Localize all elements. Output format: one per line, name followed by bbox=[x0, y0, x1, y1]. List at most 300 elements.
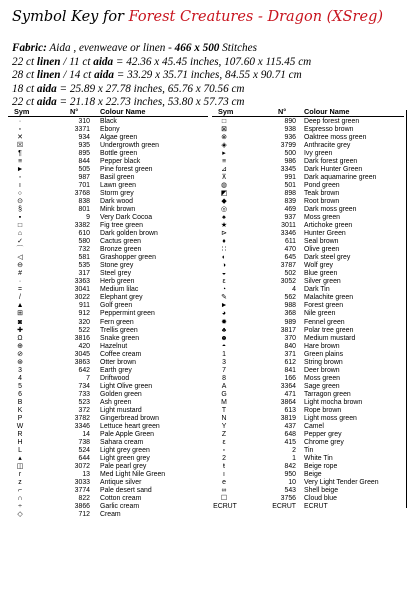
row-number: 4 bbox=[292, 286, 296, 294]
table-row bbox=[8, 134, 414, 142]
title-prefix: Symbol Key for bbox=[12, 9, 124, 25]
row-number: 535 bbox=[78, 262, 90, 270]
row-number: 642 bbox=[78, 366, 90, 374]
row-colour-name: Cloud blue bbox=[304, 494, 337, 502]
row-number: 738 bbox=[78, 438, 90, 446]
header-rule-left bbox=[8, 116, 208, 117]
row-symbol: ı bbox=[19, 182, 21, 190]
row-symbol: ◎ bbox=[220, 206, 227, 214]
row-number: 986 bbox=[284, 158, 296, 166]
row-symbol: ◐ bbox=[221, 254, 227, 262]
row-symbol: 6 bbox=[18, 390, 22, 398]
row-colour-name: Storm grey bbox=[100, 190, 134, 198]
row-number: 581 bbox=[78, 254, 90, 262]
row-symbol: = bbox=[17, 286, 23, 294]
table-row bbox=[8, 182, 414, 190]
col-header-sym: Sym bbox=[14, 107, 30, 116]
row-number: 898 bbox=[284, 190, 296, 198]
row-symbol: A bbox=[221, 382, 227, 390]
size-count: 18 ct bbox=[12, 82, 35, 95]
row-symbol: / bbox=[19, 294, 21, 302]
col-header-name: Colour Name bbox=[100, 107, 146, 116]
row-colour-name: ECRUT bbox=[304, 502, 328, 510]
size-fabric: linen bbox=[36, 69, 61, 82]
row-colour-name: Otter brown bbox=[100, 358, 136, 366]
row-colour-name: String brown bbox=[304, 358, 343, 366]
row-number: 938 bbox=[284, 126, 296, 134]
row-number: 950 bbox=[284, 470, 296, 478]
table-row bbox=[8, 294, 414, 302]
row-colour-name: Light Olive green bbox=[100, 382, 153, 390]
table-row bbox=[8, 198, 414, 206]
row-symbol: ◩ bbox=[220, 190, 228, 198]
row-colour-name: Light green grey bbox=[100, 454, 150, 462]
row-number: 3863 bbox=[74, 358, 90, 366]
row-symbol: ✚ bbox=[17, 326, 23, 334]
size-fabric: aida bbox=[36, 96, 57, 109]
row-colour-name: Steel grey bbox=[100, 270, 132, 278]
row-number: 3022 bbox=[74, 294, 90, 302]
row-number: 934 bbox=[78, 134, 90, 142]
row-number: 610 bbox=[78, 230, 90, 238]
row-colour-name: Green plains bbox=[304, 350, 344, 358]
row-number: 801 bbox=[78, 206, 90, 214]
row-number: 648 bbox=[284, 430, 296, 438]
row-colour-name: Snake green bbox=[100, 334, 140, 342]
row-colour-name: Teak brown bbox=[304, 190, 340, 198]
row-symbol: ◒ bbox=[221, 270, 227, 278]
row-colour-name: Golf green bbox=[100, 302, 133, 310]
row-colour-name: Dark Tin bbox=[304, 286, 330, 294]
row-number: 543 bbox=[284, 486, 296, 494]
row-colour-name: Hazelnut bbox=[100, 342, 128, 350]
table-row bbox=[8, 270, 414, 278]
row-number: 10 bbox=[288, 478, 296, 486]
row-colour-name: Chrome grey bbox=[304, 438, 344, 446]
row-symbol: ⌂ bbox=[17, 230, 23, 238]
row-colour-name: Dark moss green bbox=[304, 206, 357, 214]
table-row bbox=[8, 415, 414, 423]
row-number: 580 bbox=[78, 238, 90, 246]
row-colour-name: Hunter Green bbox=[304, 230, 346, 238]
row-symbol: ⊳ bbox=[221, 230, 227, 238]
row-colour-name: Tarragon green bbox=[304, 390, 351, 398]
row-number: 370 bbox=[284, 334, 296, 342]
row-symbol: ⊠ bbox=[221, 126, 227, 134]
row-colour-name: Medium lilac bbox=[100, 286, 139, 294]
size-line-0 bbox=[12, 56, 311, 70]
row-symbol: 3 bbox=[222, 358, 226, 366]
row-number: 523 bbox=[78, 398, 90, 406]
row-symbol: G bbox=[221, 390, 227, 398]
row-colour-name: Peppermint green bbox=[100, 310, 155, 318]
row-colour-name: Hare brown bbox=[304, 342, 340, 350]
table-row bbox=[8, 302, 414, 310]
row-symbol: ▫ bbox=[222, 446, 226, 454]
row-symbol: T bbox=[221, 406, 227, 414]
row-number: 3033 bbox=[74, 478, 90, 486]
row-colour-name: Pond green bbox=[304, 182, 340, 190]
row-colour-name: Lettuce heart green bbox=[100, 422, 160, 430]
row-symbol: ▫ bbox=[18, 126, 22, 134]
table-row bbox=[8, 359, 414, 367]
row-colour-name: Mink brown bbox=[100, 206, 136, 214]
row-colour-name: Moss green bbox=[304, 374, 341, 382]
row-colour-name: White Tin bbox=[304, 454, 333, 462]
row-colour-name: Tin bbox=[304, 446, 314, 454]
fabric-info bbox=[12, 42, 311, 110]
row-colour-name: Cream bbox=[100, 510, 121, 518]
row-number: 437 bbox=[284, 422, 296, 430]
row-number: 371 bbox=[284, 350, 296, 358]
row-colour-name: Malachite green bbox=[304, 294, 354, 302]
col-header-sym-right: Sym bbox=[218, 107, 234, 116]
row-number: 3819 bbox=[280, 414, 296, 422]
row-number: 368 bbox=[284, 310, 296, 318]
table-row bbox=[8, 142, 414, 150]
row-symbol: ☐ bbox=[220, 494, 228, 502]
table-row bbox=[8, 222, 414, 230]
size-count: 28 ct bbox=[12, 69, 35, 82]
row-symbol: W bbox=[16, 422, 24, 430]
row-symbol: ⌐ bbox=[17, 486, 23, 494]
row-symbol: ★ bbox=[220, 222, 228, 230]
row-symbol: ✹ bbox=[221, 318, 227, 326]
table-row bbox=[8, 246, 414, 254]
row-symbol: ∷ bbox=[221, 246, 227, 254]
table-row bbox=[8, 399, 414, 407]
row-number: 3364 bbox=[280, 382, 296, 390]
row-symbol: ♣ bbox=[221, 326, 227, 334]
row-colour-name: Grashopper green bbox=[100, 254, 156, 262]
row-colour-name: Golden green bbox=[100, 390, 142, 398]
table-row bbox=[8, 495, 414, 503]
row-colour-name: Fennel green bbox=[304, 318, 345, 326]
size-sep: / 11 ct bbox=[63, 55, 91, 68]
row-number: 841 bbox=[284, 366, 296, 374]
row-colour-name: Medium mustard bbox=[304, 334, 356, 342]
table-row bbox=[8, 455, 414, 463]
row-symbol: e bbox=[222, 478, 226, 486]
row-number: 844 bbox=[78, 158, 90, 166]
row-number: 3799 bbox=[280, 142, 296, 150]
table-row bbox=[8, 343, 414, 351]
table-row bbox=[8, 335, 414, 343]
row-symbol: ► bbox=[220, 302, 228, 310]
row-colour-name: Dark aquamarine green bbox=[304, 174, 377, 182]
row-number: 3072 bbox=[74, 462, 90, 470]
row-number: 3346 bbox=[280, 230, 296, 238]
row-number: 3363 bbox=[74, 278, 90, 286]
row-symbol: ▴ bbox=[18, 454, 22, 462]
row-colour-name: Oaktree moss green bbox=[304, 134, 367, 142]
row-symbol: 4 bbox=[18, 374, 22, 382]
row-colour-name: Blue green bbox=[304, 270, 338, 278]
row-symbol: H bbox=[17, 438, 23, 446]
row-colour-name: Antique silver bbox=[100, 478, 142, 486]
row-symbol: # bbox=[18, 270, 22, 278]
row-number: 3782 bbox=[74, 414, 90, 422]
row-symbol: Ω bbox=[17, 334, 23, 342]
row-symbol: § bbox=[18, 206, 22, 214]
table-row bbox=[8, 431, 414, 439]
table-row bbox=[8, 262, 414, 270]
row-number: 3382 bbox=[74, 222, 90, 230]
row-colour-name: Very Light Tender Green bbox=[304, 478, 379, 486]
row-colour-name: Dark golden brown bbox=[100, 230, 158, 238]
row-colour-name: Dark steel grey bbox=[304, 254, 351, 262]
row-number: 890 bbox=[284, 118, 296, 125]
row-number: 3774 bbox=[74, 486, 90, 494]
row-number: 840 bbox=[284, 342, 296, 350]
row-number: 842 bbox=[284, 462, 296, 470]
row-colour-name: Camel bbox=[304, 422, 324, 430]
table-row bbox=[8, 126, 414, 134]
fabric-text: Aida , evenweave or linen - bbox=[49, 42, 172, 54]
row-number: 317 bbox=[78, 270, 90, 278]
row-symbol: ◍ bbox=[220, 182, 227, 190]
row-symbol: N bbox=[221, 414, 227, 422]
row-colour-name: Espresso brown bbox=[304, 126, 354, 134]
row-symbol: ◕ bbox=[221, 310, 227, 318]
table-row bbox=[8, 158, 414, 166]
row-number: 562 bbox=[284, 294, 296, 302]
table-row bbox=[8, 327, 414, 335]
row-colour-name: Light mocha brown bbox=[304, 398, 363, 406]
row-number: 1 bbox=[292, 454, 296, 462]
row-colour-name: Dark Hunter Green bbox=[304, 166, 363, 174]
row-symbol: 7 bbox=[222, 366, 226, 374]
table-row bbox=[8, 511, 414, 519]
row-number: 469 bbox=[284, 206, 296, 214]
row-symbol: ε bbox=[222, 278, 226, 286]
size-sep: / 14 ct bbox=[63, 69, 92, 82]
row-number: 3756 bbox=[280, 494, 296, 502]
col-header-num: N° bbox=[70, 107, 79, 116]
row-symbol: R bbox=[17, 430, 23, 438]
row-symbol: ☻ bbox=[220, 334, 228, 342]
row-colour-name: Olive green bbox=[304, 246, 340, 254]
row-symbol: ≡ bbox=[17, 158, 23, 166]
row-number: 734 bbox=[78, 382, 90, 390]
row-number: 166 bbox=[284, 374, 296, 382]
row-number: 3041 bbox=[74, 286, 90, 294]
row-colour-name: Light mustard bbox=[100, 406, 142, 414]
table-row bbox=[8, 383, 414, 391]
row-symbol: L bbox=[18, 446, 22, 454]
row-number: 14 bbox=[82, 430, 90, 438]
row-symbol: ≡ bbox=[221, 158, 227, 166]
row-number: 320 bbox=[78, 318, 90, 326]
row-symbol: B bbox=[17, 398, 23, 406]
row-number: 500 bbox=[284, 150, 296, 158]
size-count: 22 ct bbox=[12, 55, 35, 68]
fabric-line bbox=[12, 42, 311, 56]
row-colour-name: Shell beige bbox=[304, 486, 339, 494]
row-symbol: ▪ bbox=[18, 214, 22, 222]
row-number: 372 bbox=[78, 406, 90, 414]
row-symbol: 2 bbox=[222, 454, 226, 462]
table-row bbox=[8, 487, 414, 495]
row-colour-name: Seal brown bbox=[304, 238, 339, 246]
row-symbol: ÷ bbox=[18, 502, 22, 510]
row-number: 712 bbox=[78, 510, 90, 518]
row-number: 3768 bbox=[74, 190, 90, 198]
row-symbol: ⊛ bbox=[17, 358, 23, 366]
row-colour-name: Bottle green bbox=[100, 150, 138, 158]
row-number: 3346 bbox=[74, 422, 90, 430]
table-row bbox=[8, 118, 414, 126]
row-number: 470 bbox=[284, 246, 296, 254]
row-symbol: ⌒ bbox=[16, 246, 24, 254]
row-symbol: 8 bbox=[222, 374, 226, 382]
row-number: 645 bbox=[284, 254, 296, 262]
row-colour-name: Beige rope bbox=[304, 462, 338, 470]
row-number: 895 bbox=[78, 150, 90, 158]
row-symbol: □ bbox=[221, 118, 227, 125]
row-colour-name: Fern green bbox=[100, 318, 134, 326]
table-row bbox=[8, 463, 414, 471]
row-symbol: ◆ bbox=[221, 198, 227, 206]
row-symbol: ◇ bbox=[17, 510, 23, 518]
row-number: 3345 bbox=[280, 166, 296, 174]
row-symbol: ☒ bbox=[16, 142, 24, 150]
row-number: 3787 bbox=[280, 262, 296, 270]
table-row bbox=[8, 286, 414, 294]
row-colour-name: Very Dark Cocoa bbox=[100, 214, 153, 222]
row-symbol: ✎ bbox=[221, 294, 227, 302]
table-row bbox=[8, 367, 414, 375]
row-colour-name: Anthracite grey bbox=[304, 142, 351, 150]
row-number: 613 bbox=[284, 406, 296, 414]
row-colour-name: Moss green bbox=[304, 214, 341, 222]
row-number: 612 bbox=[284, 358, 296, 366]
size-dims: = 33.29 x 35.71 inches, 84.55 x 90.71 cm bbox=[116, 69, 302, 82]
row-symbol: ▸ bbox=[222, 150, 226, 158]
size-line-1 bbox=[12, 69, 311, 83]
row-colour-name: Elephant grey bbox=[100, 294, 143, 302]
row-colour-name: Garlic cream bbox=[100, 502, 140, 510]
row-symbol: ✕ bbox=[17, 134, 23, 142]
row-number: 701 bbox=[78, 182, 90, 190]
row-number: 2 bbox=[292, 446, 296, 454]
table-row bbox=[8, 238, 414, 246]
size-dims: = 21.18 x 22.73 inches, 53.80 x 57.73 cm bbox=[59, 96, 245, 109]
row-symbol: ∞ bbox=[221, 486, 227, 494]
row-symbol: Z bbox=[221, 430, 227, 438]
table-row bbox=[8, 447, 414, 455]
row-number: 733 bbox=[78, 390, 90, 398]
page-title bbox=[12, 9, 383, 25]
row-number: 3011 bbox=[281, 222, 296, 230]
table-row bbox=[8, 230, 414, 238]
row-number: 644 bbox=[78, 454, 90, 462]
row-number: 611 bbox=[285, 238, 296, 246]
row-number: 3817 bbox=[280, 326, 296, 334]
table-row bbox=[8, 278, 414, 286]
row-symbol: 5 bbox=[18, 382, 22, 390]
row-symbol: ⊗ bbox=[221, 134, 227, 142]
size-fabric: linen bbox=[36, 55, 61, 68]
row-symbol: ◓ bbox=[221, 342, 227, 350]
row-symbol: ε bbox=[222, 438, 226, 446]
row-symbol: M bbox=[221, 398, 227, 406]
row-number: 991 bbox=[284, 174, 296, 182]
row-number: 989 bbox=[284, 318, 296, 326]
row-number: 936 bbox=[284, 134, 296, 142]
table-row bbox=[8, 423, 414, 431]
row-number: 911 bbox=[79, 302, 90, 310]
row-number: 3864 bbox=[280, 398, 296, 406]
row-symbol: 1 bbox=[222, 350, 226, 358]
row-symbol: ⊙ bbox=[17, 198, 23, 206]
row-symbol: ¶ bbox=[18, 150, 22, 158]
row-colour-name: Undergrowth green bbox=[100, 142, 159, 150]
row-colour-name: Lawn green bbox=[100, 182, 137, 190]
table-row bbox=[8, 351, 414, 359]
row-colour-name: Dark wood bbox=[100, 198, 133, 206]
table-row bbox=[8, 439, 414, 447]
row-colour-name: Dark forest green bbox=[304, 158, 358, 166]
size-fabric2: aida bbox=[94, 69, 114, 82]
row-symbol: · bbox=[18, 278, 22, 286]
title-highlight: Forest Creatures - Dragon (XSreg) bbox=[128, 9, 384, 25]
row-symbol: ı bbox=[223, 470, 225, 478]
row-colour-name: Sahara cream bbox=[100, 438, 144, 446]
row-colour-name: Light grey green bbox=[100, 446, 150, 454]
row-symbol: ⊘ bbox=[17, 350, 23, 358]
row-number: 912 bbox=[78, 310, 90, 318]
row-symbol: ⊖ bbox=[17, 262, 23, 270]
row-colour-name: Herb green bbox=[100, 278, 135, 286]
row-number: 3052 bbox=[280, 278, 296, 286]
row-colour-name: Black bbox=[100, 118, 117, 125]
size-dims: = 42.36 x 45.45 inches, 107.60 x 115.45 cm bbox=[115, 55, 312, 68]
row-symbol: ECRUT bbox=[213, 502, 237, 510]
table-row bbox=[8, 166, 414, 174]
row-number: 7 bbox=[86, 374, 90, 382]
row-colour-name: Polar tree green bbox=[304, 326, 354, 334]
row-colour-name: Pepper grey bbox=[304, 430, 342, 438]
row-symbol: ◙ bbox=[17, 318, 23, 326]
row-colour-name: Sage green bbox=[304, 382, 340, 390]
row-symbol: ⊿ bbox=[221, 166, 227, 174]
row-number: 987 bbox=[78, 174, 90, 182]
row-colour-name: Driftwood bbox=[100, 374, 130, 382]
row-number: 822 bbox=[78, 494, 90, 502]
row-symbol: ✓ bbox=[17, 238, 23, 246]
table-row bbox=[8, 254, 414, 262]
row-symbol: ◔ bbox=[221, 286, 227, 294]
row-symbol: · bbox=[18, 118, 22, 125]
row-symbol: ♦ bbox=[222, 238, 226, 246]
row-symbol: ◑ bbox=[221, 262, 227, 270]
fabric-suffix: Stitches bbox=[222, 42, 257, 54]
row-colour-name: Deer brown bbox=[304, 366, 340, 374]
size-line-3 bbox=[12, 96, 311, 110]
row-number: 420 bbox=[78, 342, 90, 350]
row-colour-name: Wolf grey bbox=[304, 262, 333, 270]
table-row bbox=[8, 375, 414, 383]
row-colour-name: Cactus green bbox=[100, 238, 141, 246]
row-number: 524 bbox=[78, 446, 90, 454]
row-symbol: □ bbox=[17, 222, 23, 230]
row-symbol: ▲ bbox=[16, 302, 24, 310]
row-number: 501 bbox=[284, 182, 296, 190]
row-symbol: ∩ bbox=[17, 494, 23, 502]
row-colour-name: Trellis green bbox=[100, 326, 138, 334]
row-number: 471 bbox=[284, 390, 296, 398]
